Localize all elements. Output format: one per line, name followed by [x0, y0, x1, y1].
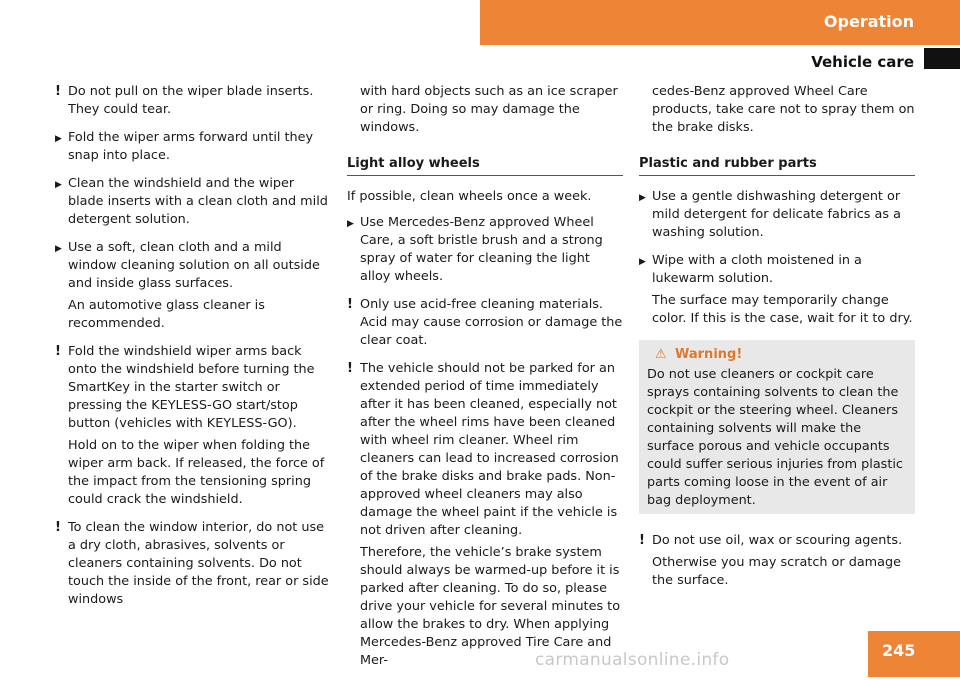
- step-text: Wipe with a cloth moistened in a lukewarm solution.: [652, 253, 862, 286]
- step: [55, 175, 330, 229]
- exclamation-icon: !: [55, 84, 61, 99]
- note: [347, 296, 623, 350]
- step: [639, 252, 915, 288]
- note-paragraph: Hold on to the wiper when folding the wiper arm back. If released, the force of the impact from the tensioning spring could crack the windshield.: [68, 438, 325, 507]
- warning-triangle-icon: ⚠: [655, 347, 667, 362]
- note: [55, 343, 330, 433]
- warning-title-text: Warning!: [675, 347, 743, 362]
- warning-box: [639, 340, 915, 514]
- step-text: Clean the windshield and the wiper blade inserts with a clean cloth and mild detergent solution.: [68, 176, 328, 227]
- step-text: Use Mercedes-Benz approved Wheel Care, a soft bristle brush and a strong spray of water for cleaning the light alloy wheels.: [360, 215, 603, 284]
- step-text: Use a gentle dishwashing detergent or mild detergent for delicate fabrics as a washing solution.: [652, 189, 901, 240]
- section-heading-plastic-rubber-parts: Plastic and rubber parts: [639, 155, 915, 176]
- step: [347, 214, 623, 286]
- note-text: The vehicle should not be parked for an extended period of time immediately after it has been cleaned, especially not after the wheel rims have been cleaned with wheel rim cleaner. Wheel rim cleaners can lead to increased corrosion of the brake disks and brake pads. Non-approved wheel cleaners may also damage the wheel paint if the vehicle is not driven after cleaning.: [360, 361, 619, 538]
- note: [55, 83, 330, 119]
- arrow-right-icon: ▶: [55, 134, 62, 144]
- arrow-right-icon: ▶: [639, 257, 646, 267]
- column-3: [639, 83, 915, 600]
- step-paragraph: An automotive glass cleaner is recommended.: [68, 298, 265, 331]
- column-2: [347, 83, 623, 680]
- exclamation-icon: !: [347, 361, 353, 376]
- page-number: 245: [882, 641, 916, 660]
- step: [55, 239, 330, 293]
- column-1: [55, 83, 330, 619]
- section-title: Operation: [823, 12, 914, 31]
- intro-text: If possible, clean wheels once a week.: [347, 189, 592, 204]
- step: [55, 129, 330, 165]
- note-text: Only use acid-free cleaning materials. Acid may cause corrosion or damage the clear coat.: [360, 297, 623, 348]
- note-text: Do not use oil, wax or scouring agents.: [652, 533, 903, 548]
- arrow-right-icon: ▶: [55, 180, 62, 190]
- step-paragraph: The surface may temporarily change color. If this is the case, wait for it to dry.: [652, 293, 913, 326]
- section-heading-light-alloy-wheels: Light alloy wheels: [347, 155, 623, 176]
- note-paragraph: Therefore, the vehicle’s brake system should always be warmed-up before it is parked after cleaning. To do so, please drive your vehicle for several minutes to allow the brakes to dry. When applying Mercedes-Benz approved Tire Care and Mer-: [360, 545, 621, 668]
- step-text: Fold the wiper arms forward until they snap into place.: [68, 130, 314, 163]
- step: [639, 188, 915, 242]
- arrow-right-icon: ▶: [55, 244, 62, 254]
- note-paragraph: Otherwise you may scratch or damage the surface.: [652, 555, 901, 588]
- note-text: Do not pull on the wiper blade inserts. They could tear.: [68, 84, 314, 117]
- exclamation-icon: !: [55, 344, 61, 359]
- exclamation-icon: !: [639, 533, 645, 548]
- arrow-right-icon: ▶: [639, 193, 646, 203]
- warning-title: [647, 346, 907, 364]
- continued-text: cedes-Benz approved Wheel Care products, take care not to spray them on the brake disks.: [652, 84, 915, 135]
- continued-text: with hard objects such as an ice scraper or ring. Doing so may damage the windows.: [360, 84, 618, 135]
- note-text: Fold the windshield wiper arms back onto the windshield before turning the SmartKey in the starter switch or pressing the KEYLESS-GO start/stop button (vehicles with KEYLESS-GO).: [68, 344, 315, 431]
- note: [55, 519, 330, 609]
- note-text: To clean the window interior, do not use a dry cloth, abrasives, solvents or cleaners containing solvents. Do not touch the inside of the front, rear or side windows: [68, 520, 329, 607]
- exclamation-icon: !: [55, 520, 61, 535]
- warning-text: Do not use cleaners or cockpit care sprays containing solvents to clean the cockpit or the steering wheel. Cleaners containing solvents will make the surface porous and vehicle occupants could suffer serious injuries from plastic parts coming loose in the event of air bag deployment.: [647, 367, 903, 508]
- watermark: carmanualsonline.info: [535, 650, 730, 670]
- note: [347, 360, 623, 540]
- page-number-box: [868, 631, 960, 677]
- header-tab-marker: [924, 48, 960, 69]
- exclamation-icon: !: [347, 297, 353, 312]
- step-text: Use a soft, clean cloth and a mild window cleaning solution on all outside and inside glass surfaces.: [68, 240, 320, 291]
- subsection-title: Vehicle care: [811, 53, 914, 71]
- note: [639, 532, 915, 550]
- arrow-right-icon: ▶: [347, 219, 354, 229]
